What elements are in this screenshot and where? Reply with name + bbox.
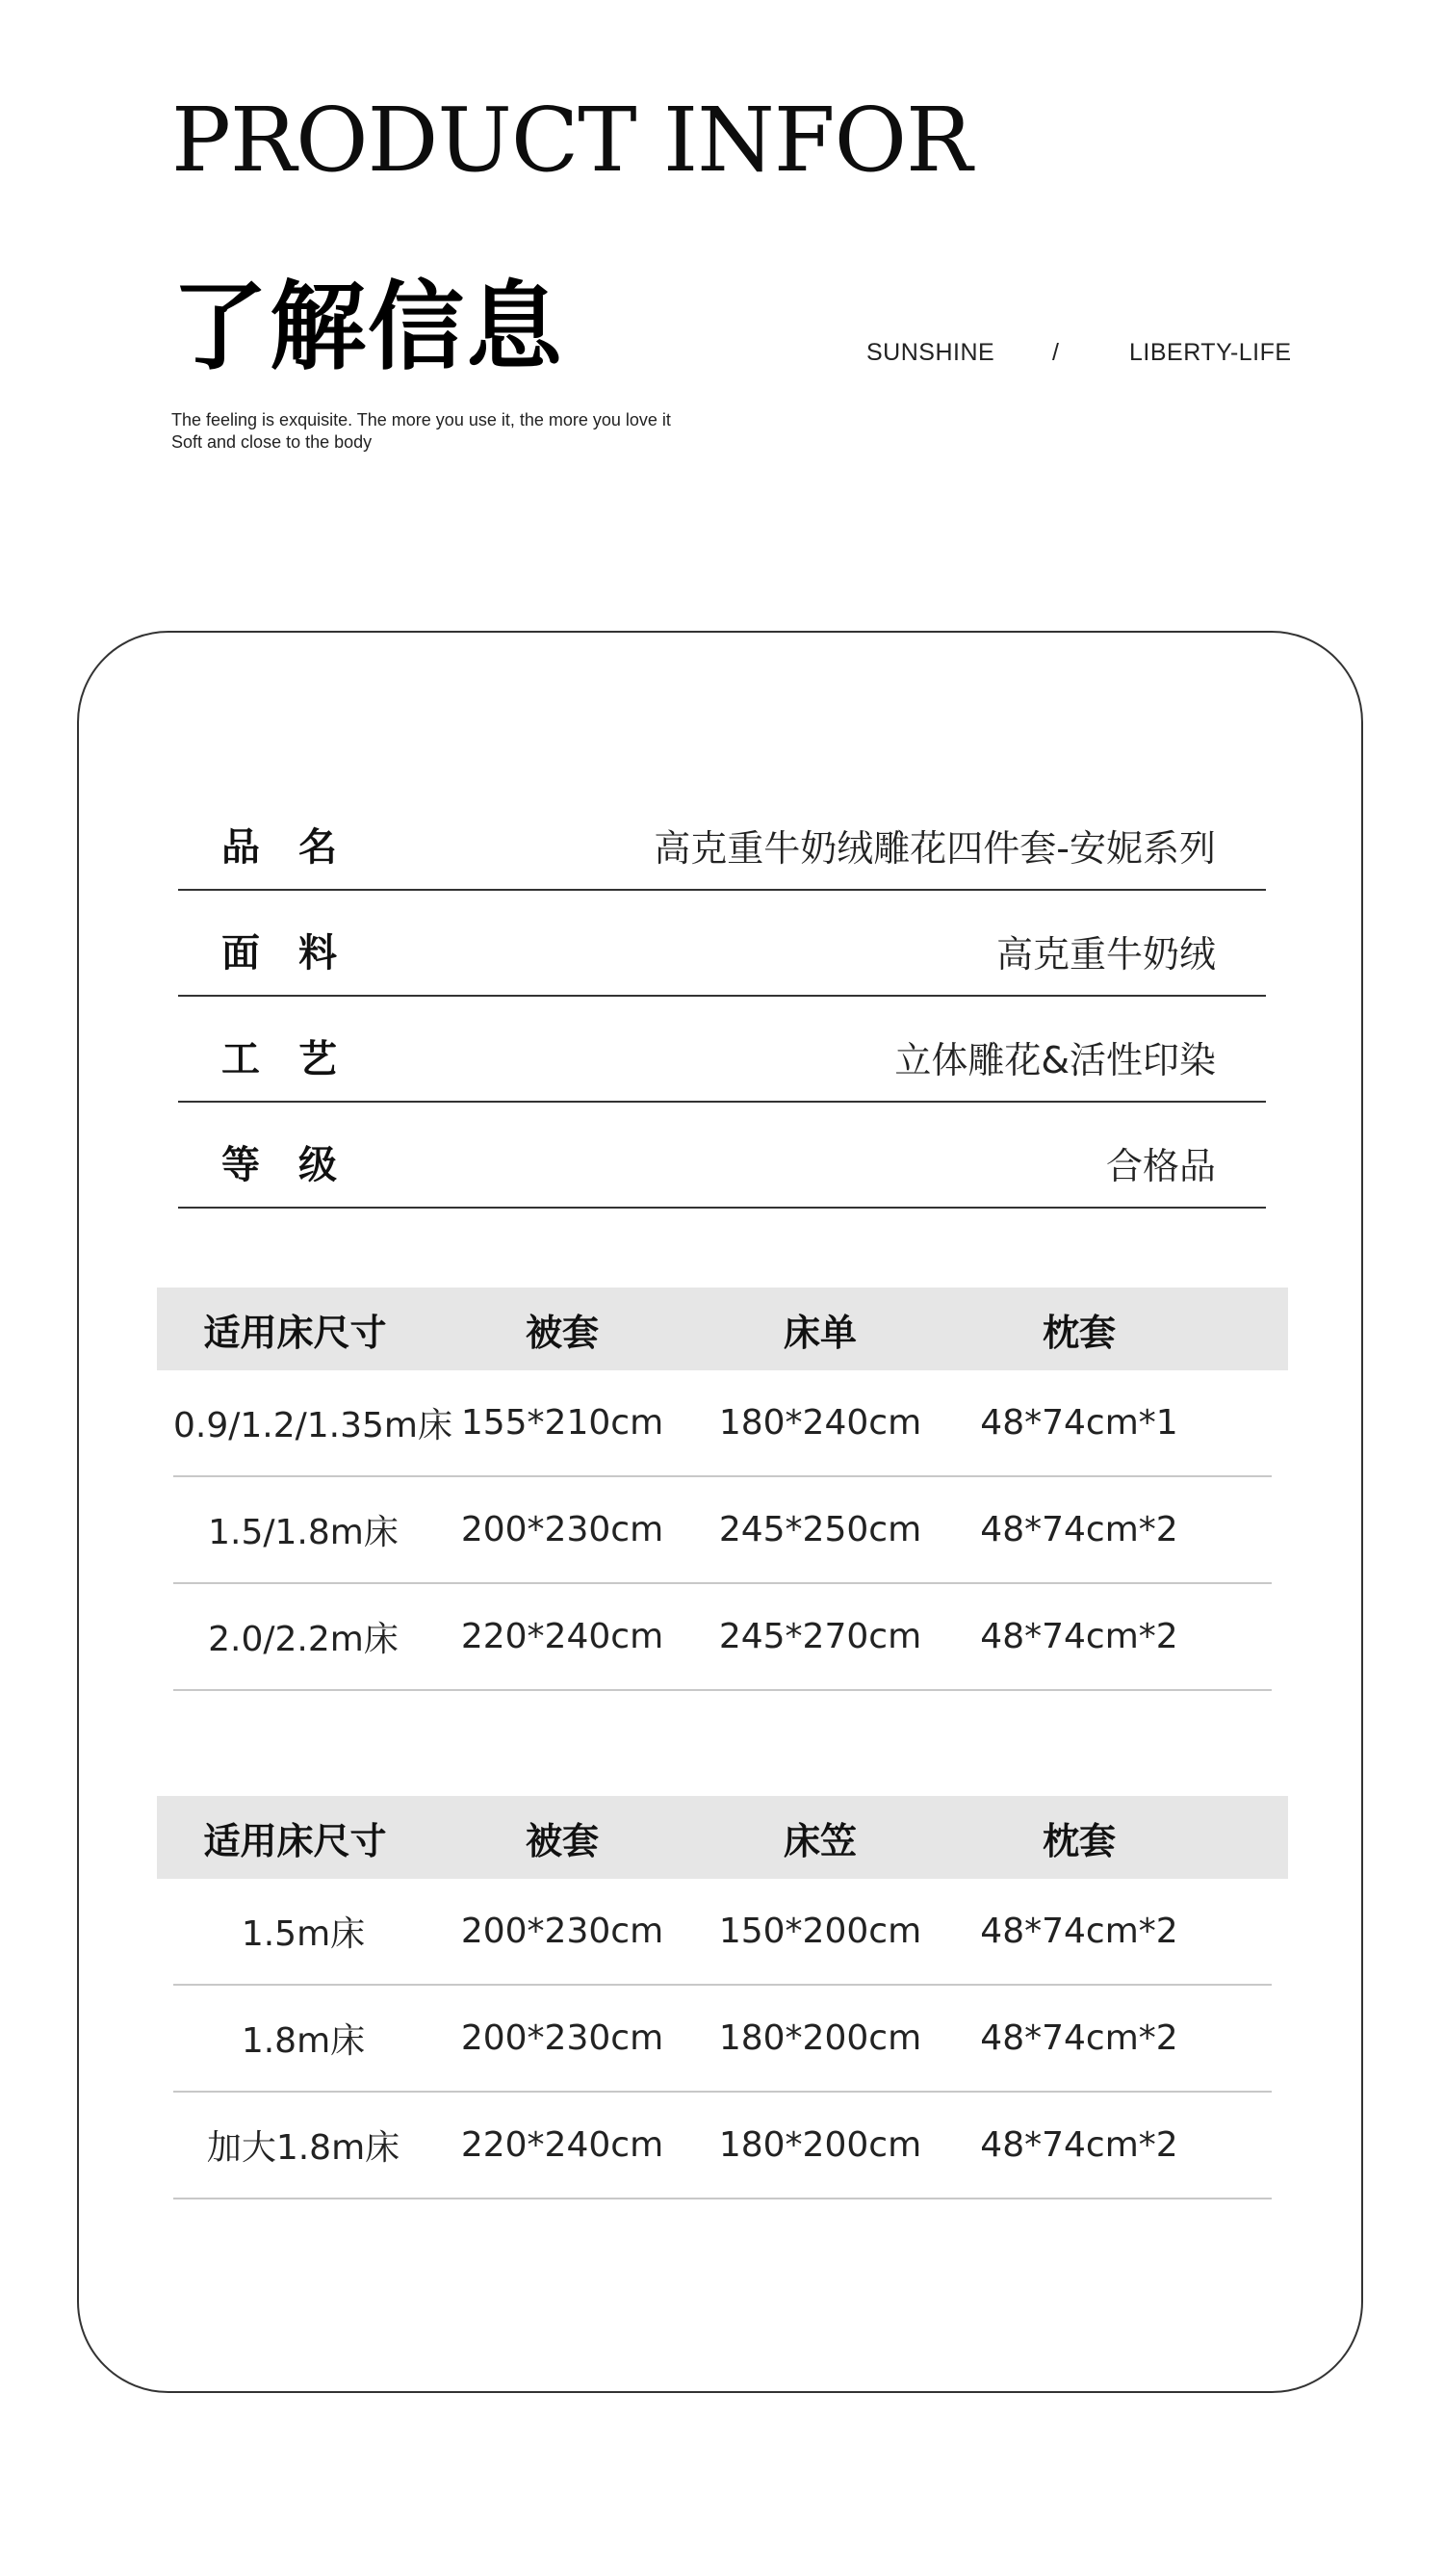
table-cell: 180*240cm: [718, 1403, 922, 1443]
tagline-liberty-life: LIBERTY-LIFE: [1129, 339, 1292, 366]
table-row: [173, 2093, 1272, 2199]
info-value: 合格品: [1105, 1145, 1216, 1187]
column-header: 床笠: [783, 1819, 857, 1862]
info-row-name: [178, 785, 1266, 891]
table-cell: 0.9/1.2/1.35m床: [173, 1406, 452, 1445]
table-cell: 48*74cm*2: [980, 1510, 1178, 1549]
table-cell: 1.5/1.8m床: [208, 1513, 399, 1552]
info-label: 工艺: [221, 1037, 375, 1081]
table-cell: 48*74cm*1: [980, 1403, 1178, 1443]
table-cell: 180*200cm: [718, 2018, 922, 2058]
table-cell: 220*240cm: [460, 1617, 664, 1656]
info-value: 立体雕花&活性印染: [894, 1039, 1216, 1081]
info-label: 品名: [221, 825, 375, 870]
section-title: 了解信息: [171, 271, 564, 383]
table-cell: 48*74cm*2: [980, 2125, 1178, 2165]
table-cell: 加大1.8m床: [206, 2128, 400, 2168]
column-header: 被套: [525, 1819, 599, 1862]
info-row-grade: [178, 1103, 1266, 1209]
table-row: [173, 1477, 1272, 1584]
table-header: [157, 1796, 1288, 1879]
table-cell: 200*230cm: [460, 1510, 664, 1549]
description-line: The feeling is exquisite. The more you use it, the more you love it: [171, 410, 671, 429]
size-table-sheet: [157, 1288, 1288, 1691]
table-cell: 2.0/2.2m床: [208, 1620, 399, 1659]
column-header: 枕套: [1042, 1311, 1116, 1354]
table-row: [173, 1584, 1272, 1691]
product-info-list: [178, 785, 1266, 1209]
column-header: 适用床尺寸: [203, 1819, 387, 1862]
table-cell: 155*210cm: [460, 1403, 664, 1443]
table-cell: 180*200cm: [718, 2125, 922, 2165]
info-value: 高克重牛奶绒: [995, 933, 1216, 976]
description: [171, 409, 671, 454]
table-cell: 200*230cm: [460, 2018, 664, 2058]
column-header: 适用床尺寸: [203, 1311, 387, 1354]
info-label: 等级: [221, 1143, 375, 1187]
table-row: [173, 1986, 1272, 2093]
hero-title: PRODUCT INFOR: [171, 89, 972, 192]
table-cell: 1.8m床: [241, 2021, 366, 2061]
table-header: [157, 1288, 1288, 1370]
table-cell: 245*250cm: [718, 1510, 922, 1549]
tagline-sunshine: SUNSHINE: [866, 339, 995, 366]
info-row-craft: [178, 997, 1266, 1103]
column-header: 床单: [783, 1311, 857, 1354]
info-value: 高克重牛奶绒雕花四件套-安妮系列: [654, 827, 1216, 870]
description-line: Soft and close to the body: [171, 432, 373, 452]
tagline-separator: /: [1052, 339, 1060, 366]
table-row: [173, 1879, 1272, 1986]
column-header: 被套: [525, 1311, 599, 1354]
size-table-fitted: [157, 1796, 1288, 2199]
table-cell: 48*74cm*2: [980, 2018, 1178, 2058]
table-row: [173, 1370, 1272, 1477]
info-row-fabric: [178, 891, 1266, 997]
table-cell: 48*74cm*2: [980, 1617, 1178, 1656]
table-cell: 200*230cm: [460, 1912, 664, 1951]
table-cell: 245*270cm: [718, 1617, 922, 1656]
table-cell: 48*74cm*2: [980, 1912, 1178, 1951]
column-header: 枕套: [1042, 1819, 1116, 1862]
table-cell: 220*240cm: [460, 2125, 664, 2165]
info-label: 面料: [221, 931, 375, 976]
table-cell: 1.5m床: [241, 1914, 366, 1954]
table-cell: 150*200cm: [718, 1912, 922, 1951]
